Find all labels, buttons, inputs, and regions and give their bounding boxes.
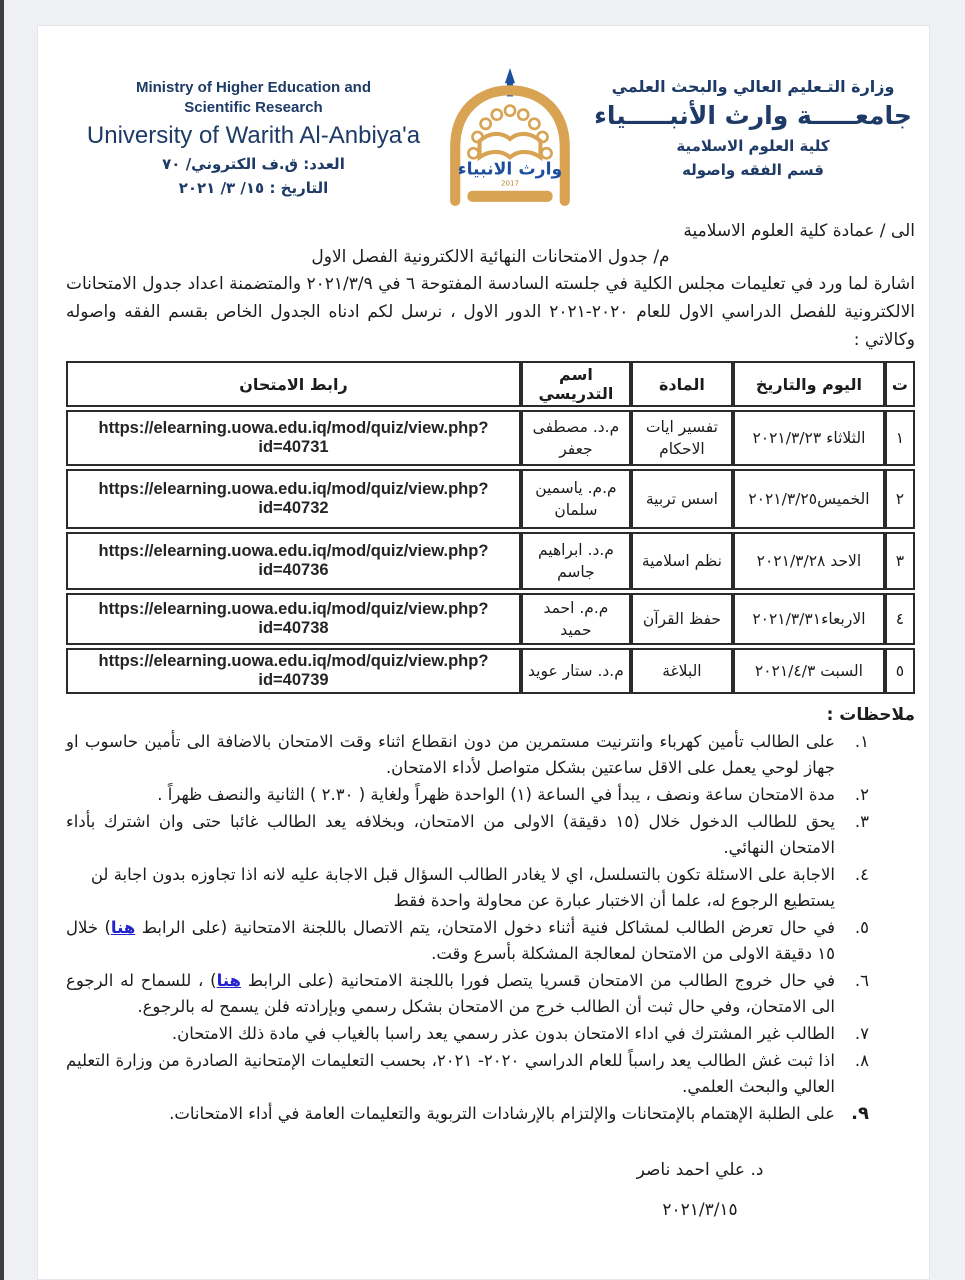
exam-url-link[interactable]: https://elearning.uowa.edu.iq/mod/quiz/view.php?id=40732 — [98, 480, 489, 517]
row-subject: تفسير ايات الاحكام — [631, 410, 733, 466]
note-item — [66, 968, 869, 1020]
here-link[interactable]: هنا — [110, 918, 136, 937]
university-ar-name: جامعـــــة وارث الأنبـــــياء — [594, 101, 912, 130]
row-no: ٣ — [885, 532, 915, 590]
note-number: ٧. — [854, 1024, 869, 1043]
intro-paragraph: اشارة لما ورد في تعليمات مجلس الكلية في جلسته السادسة المفتوحة ٦ في ٢٠٢١/٣/٩ والمتضمنة اعداد جدول الامتحانات الالكترونية للفصل الدراسي الاول للعام ٢٠٢٠-٢٠٢١ الدور الاول ، نرسل لكم ادناه الجدول الخاص بقسم الفقه واصوله وكالاتي : — [66, 274, 915, 350]
note-item — [66, 1101, 869, 1127]
row-exam-link-cell — [66, 648, 521, 694]
note-number: ٨. — [854, 1051, 869, 1070]
exam-schedule-table — [66, 358, 915, 697]
note-text: اذا ثبت غش الطالب يعد راسباً للعام الدراسي ٢٠٢٠- ٢٠٢١، بحسب التعليمات الإمتحانية الصادرة من وزارة التعليم العالي والبحث العلمي. — [66, 1051, 835, 1096]
row-subject: نظم اسلامية — [631, 532, 733, 590]
note-text: على الطلبة الإهتمام بالإمتحانات والإلتزام بالإرشادات التربوية والتعليمات العامة في أداء الامتحانات. — [169, 1104, 835, 1123]
logo-calligraphy-text: وارث الانبياء — [457, 159, 563, 180]
note-item — [66, 862, 869, 914]
document-date-line: التاريخ : ١٥/ ٣/ ٢٠٢١ — [178, 179, 329, 197]
notes-title: ملاحظات : — [826, 705, 915, 725]
row-no: ٥ — [885, 648, 915, 694]
row-no: ٤ — [885, 593, 915, 645]
university-logo — [435, 68, 585, 212]
left-edge-shadow — [0, 0, 4, 1280]
row-teacher: م.م. ياسمين سلمان — [521, 469, 631, 529]
ministry-ar-line: وزارة التـعليم العالي والبحث العلمي — [611, 77, 895, 96]
logo-ribbon — [467, 191, 552, 202]
note-item — [66, 729, 869, 781]
table-row — [66, 410, 915, 466]
exam-url-link[interactable]: https://elearning.uowa.edu.iq/mod/quiz/view.php?id=40739 — [98, 652, 489, 689]
note-number: ١. — [854, 732, 869, 751]
table-row — [66, 469, 915, 529]
document-number-line: العدد: ق.ف الكتروني/ ٧٠ — [162, 155, 345, 173]
col-header-subject: المادة — [631, 361, 733, 407]
row-teacher: م.م. احمد حميد — [521, 593, 631, 645]
signature-block — [585, 1157, 815, 1223]
note-text: على الطالب تأمين كهرباء وانترنيت مستمرين من دون انقطاع اثناء وقت الامتحان بالاضافة الى تأمين حاسوب او جهاز لوحي يعمل على الاقل ساعتين بشكل متواصل لأداء الامتحان. — [66, 732, 835, 777]
university-en-name: University of Warith Al-Anbiya'a — [86, 122, 421, 149]
university-emblem-icon — [435, 68, 585, 208]
signature-date: ٢٠٢١/٣/١٥ — [662, 1200, 738, 1220]
row-teacher: م.د. ستار عويد — [521, 648, 631, 694]
row-day-date: السبت ٢٠٢١/٤/٣ — [733, 648, 885, 694]
table-row — [66, 593, 915, 645]
exam-url-link[interactable]: https://elearning.uowa.edu.iq/mod/quiz/view.php?id=40738 — [98, 600, 489, 637]
row-subject: اسس تربية — [631, 469, 733, 529]
here-link[interactable]: هنا — [216, 971, 241, 990]
row-subject: حفظ القرآن — [631, 593, 733, 645]
col-header-day-date: اليوم والتاريخ — [733, 361, 885, 407]
col-header-teacher: اسم التدريسي — [521, 361, 631, 407]
note-text: في حال خروج الطالب من الامتحان قسريا يتصل فورا باللجنة الامتحانية (على الرابط — [241, 971, 836, 990]
note-number: ٢. — [854, 785, 869, 804]
table-row — [66, 532, 915, 590]
document-page — [37, 25, 930, 1280]
subject-line: م/ جدول الامتحانات النهائية الالكترونية الفصل الاول — [311, 247, 670, 267]
col-header-link: رابط الامتحان — [66, 361, 521, 407]
signatory-name: د. علي احمد ناصر — [636, 1160, 764, 1180]
note-number: ٩. — [851, 1103, 869, 1124]
note-number: ٥. — [854, 918, 869, 937]
college-ar-line: كلية العلوم الاسلامية — [676, 137, 830, 155]
row-no: ٢ — [885, 469, 915, 529]
note-text: الطالب غير المشترك في اداء الامتحان بدون عذر رسمي يعد راسبا بالغياب في مادة ذلك الامتحان. — [171, 1024, 835, 1043]
note-text: يحق للطالب الدخول خلال (١٥ دقيقة) الاولى من الامتحان، وبخلافه يعد الطالب غائبا حتى وان اشترك بأداء الامتحان النهائي. — [66, 812, 835, 857]
letterhead-english-block — [86, 68, 421, 200]
row-exam-link-cell — [66, 410, 521, 466]
table-header-row — [66, 361, 915, 407]
letterhead — [66, 68, 915, 212]
note-item — [66, 1048, 869, 1100]
row-teacher: م.د. مصطفى جعفر — [521, 410, 631, 466]
note-text: مدة الامتحان ساعة ونصف ، يبدأ في الساعة (١) الواحدة ظهراً ولغاية ( ٢.٣٠ ) الثانية والنصف ظهراً . — [157, 785, 835, 804]
note-item — [66, 1021, 869, 1047]
col-header-no: ت — [885, 361, 915, 407]
logo-year-text: 2017 — [500, 178, 520, 188]
exam-url-link[interactable]: https://elearning.uowa.edu.iq/mod/quiz/view.php?id=40731 — [98, 419, 489, 456]
addressee-line: الى / عمادة كلية العلوم الاسلامية — [683, 221, 915, 241]
note-item — [66, 782, 869, 808]
department-ar-line: قسم الفقه واصوله — [682, 161, 824, 179]
row-teacher: م.د. ابراهيم جاسم — [521, 532, 631, 590]
note-text: الاجابة على الاسئلة تكون بالتسلسل، اي لا يغادر الطالب السؤال قبل الاجابة عليه لانه اذا تجاوزه بدون اجابة لن يستطيع الرجوع له، علما أن الاختبار عبارة عن محاولة واحدة فقط — [90, 865, 835, 910]
row-day-date: الاحد ٢٠٢١/٣/٢٨ — [733, 532, 885, 590]
row-day-date: الخميس٢٠٢١/٣/٢٥ — [733, 469, 885, 529]
note-number: ٣. — [854, 812, 869, 831]
row-exam-link-cell — [66, 469, 521, 529]
note-item — [66, 809, 869, 861]
row-no: ١ — [885, 410, 915, 466]
table-row — [66, 648, 915, 694]
note-number: ٤. — [854, 865, 869, 884]
note-text: في حال تعرض الطالب لمشاكل فنية أثناء دخول الامتحان، يتم الاتصال باللجنة الامتحانية (على الرابط — [135, 918, 836, 937]
row-subject: البلاغة — [631, 648, 733, 694]
note-text: ) خلال ١٥ دقيقة الاولى من الامتحان لمعالجة المشكلة بأسرع وقت. — [66, 918, 835, 963]
row-exam-link-cell — [66, 532, 521, 590]
note-text: ) ، للسماح له الرجوع الى الامتحان، وفي حال ثبت أن الطالب خرج من الامتحان بشكل رسمي وبإرادته فلن يسمح له بالرجوع. — [66, 971, 835, 1016]
ministry-en-line1: Ministry of Higher Education and — [135, 79, 371, 96]
letterhead-arabic-block — [591, 68, 915, 182]
row-day-date: الثلاثاء ٢٠٢١/٣/٢٣ — [733, 410, 885, 466]
row-day-date: الاربعاء٢٠٢١/٣/٣١ — [733, 593, 885, 645]
note-item — [66, 915, 869, 967]
row-exam-link-cell — [66, 593, 521, 645]
ministry-en-line2: Scientific Research — [184, 99, 323, 116]
note-number: ٦. — [854, 971, 869, 990]
exam-url-link[interactable]: https://elearning.uowa.edu.iq/mod/quiz/view.php?id=40736 — [98, 542, 489, 579]
notes-list — [66, 729, 915, 1127]
